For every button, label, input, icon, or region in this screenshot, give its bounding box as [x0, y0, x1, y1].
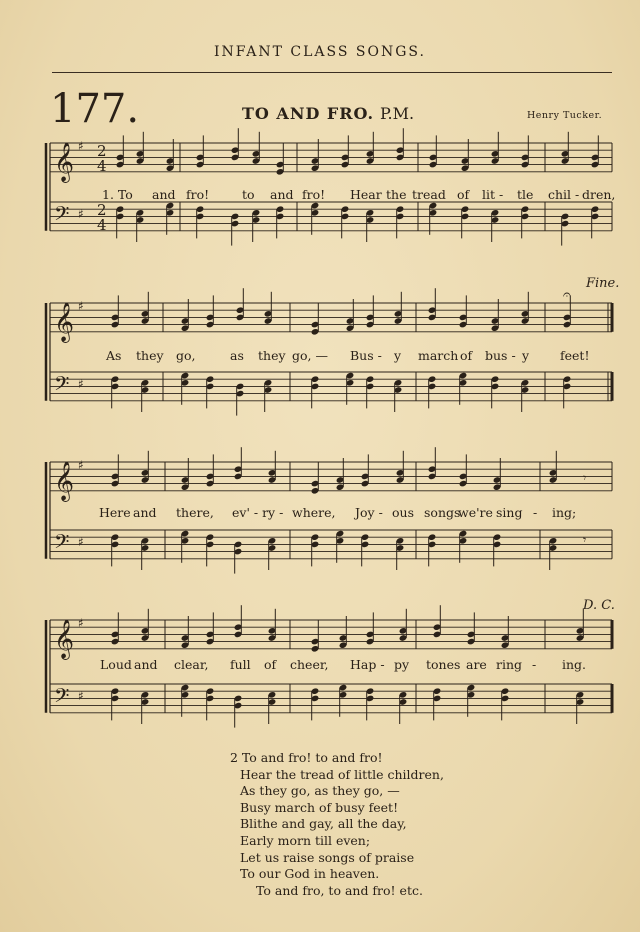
verse-line: Hear the tread of little children,	[240, 766, 444, 782]
lyric-word: go,	[176, 348, 196, 363]
lyric-word: cheer,	[290, 657, 329, 672]
lyric-word: Loud	[100, 657, 132, 672]
lyric-word: are	[466, 657, 487, 672]
lyric-word: songs	[424, 505, 461, 520]
fine-marker: Fine.	[586, 276, 620, 291]
hymn-title: TO AND FRO.	[242, 104, 375, 123]
lyric-word: there,	[176, 505, 214, 520]
running-head: INFANT CLASS SONGS.	[214, 44, 426, 60]
lyric-word: of	[264, 657, 277, 672]
key-signature-sharp-icon: ♯	[78, 535, 84, 549]
time-signature-bottom: 4	[97, 216, 107, 234]
lyric-word: feet!	[560, 348, 590, 363]
composer-credit: Henry Tucker.	[527, 110, 603, 121]
verse-line: 2 To and fro! to and fro!	[230, 750, 383, 765]
lyric-word: Here	[99, 505, 131, 520]
lyric-word: and	[270, 187, 294, 202]
lyric-word: and	[133, 505, 157, 520]
treble-clef-icon: 𝄞	[54, 619, 75, 659]
lyric-word: where,	[292, 505, 336, 520]
lyric-word: sing	[496, 505, 523, 520]
bass-clef-icon: 𝄢	[54, 684, 70, 712]
lyric-word: ing;	[552, 505, 577, 520]
lyric-word: y	[394, 348, 402, 363]
rest-icon: 𝄾	[583, 533, 587, 547]
lyric-word: we're	[458, 505, 493, 520]
rest-icon: 𝄾	[583, 471, 587, 485]
lyric-word: tread	[412, 187, 446, 202]
lyric-word: chil -	[548, 187, 580, 202]
key-signature-sharp-icon: ♯	[78, 377, 84, 391]
lyric-word: -	[533, 505, 538, 520]
key-signature-sharp-icon: ♯	[78, 207, 84, 221]
time-signature-top: 2	[97, 201, 107, 219]
lyric-word: y	[522, 348, 530, 363]
lyric-word: tle	[517, 187, 534, 202]
treble-clef-icon: 𝄞	[54, 142, 75, 182]
lyric-word: lit -	[482, 187, 504, 202]
verse-line: Busy march of busy feet!	[240, 799, 399, 815]
bass-clef-icon: 𝄢	[54, 372, 70, 400]
hymn-number: 177.	[50, 86, 140, 132]
bass-clef-icon: 𝄢	[54, 202, 70, 230]
lyric-word: the	[386, 187, 407, 202]
fermata-icon: 𝄐	[563, 287, 571, 303]
verse-line: Early morn till even;	[240, 832, 371, 848]
lyric-word: ev' - ry -	[232, 505, 284, 520]
key-signature-sharp-icon: ♯	[78, 458, 84, 472]
lyric-word: Hap -	[350, 657, 385, 672]
time-signature-bottom: 4	[97, 157, 107, 175]
lyric-word: As	[106, 348, 122, 363]
verse-line: To and fro, to and fro! etc.	[256, 882, 423, 898]
lyric-word: as	[230, 348, 244, 363]
lyric-word: and	[152, 187, 176, 202]
hymn-meter: P.M.	[380, 104, 415, 123]
lyric-word: ous	[392, 505, 414, 520]
verse-line: As they go, as they go, —	[240, 783, 400, 799]
key-signature-sharp-icon: ♯	[78, 616, 84, 630]
lyric-word: to	[242, 187, 255, 202]
lyric-word: Hear	[350, 187, 382, 202]
lyric-word: full	[230, 657, 251, 672]
time-signature-top: 2	[97, 142, 107, 160]
lyric-word: Bus -	[350, 348, 382, 363]
lyric-word: bus -	[485, 348, 516, 363]
lyric-word: and	[134, 657, 158, 672]
key-signature-sharp-icon: ♯	[78, 139, 84, 153]
lyric-word: they	[136, 348, 164, 363]
lyric-word: march	[418, 348, 459, 363]
lyric-word: Joy -	[355, 505, 383, 520]
lyric-word: go, —	[292, 348, 328, 363]
lyric-word: tones	[426, 657, 461, 672]
verse-line: To our God in heaven.	[240, 866, 380, 882]
key-signature-sharp-icon: ♯	[78, 689, 84, 703]
bass-clef-icon: 𝄢	[54, 530, 70, 558]
lyric-word: they	[258, 348, 286, 363]
lyric-word: fro!	[302, 187, 326, 202]
verse-line: Let us raise songs of praise	[240, 849, 415, 865]
treble-clef-icon: 𝄞	[54, 302, 75, 342]
dc-marker: D. C.	[583, 598, 615, 613]
verse-2	[230, 750, 444, 899]
lyric-word: of	[460, 348, 473, 363]
lyric-word: py	[394, 657, 410, 672]
lyric-word: fro!	[186, 187, 210, 202]
verse-line: Blithe and gay, all the day,	[240, 816, 407, 832]
lyric-word: 1. To	[102, 187, 133, 202]
key-signature-sharp-icon: ♯	[78, 299, 84, 313]
lyric-word: -	[532, 657, 537, 672]
lyric-word: of	[457, 187, 470, 202]
lyric-word: ing.	[562, 657, 587, 672]
lyric-word: ring	[496, 657, 523, 672]
lyric-word: clear,	[174, 657, 209, 672]
treble-clef-icon: 𝄞	[54, 461, 75, 501]
lyric-word: dren,	[582, 187, 616, 202]
